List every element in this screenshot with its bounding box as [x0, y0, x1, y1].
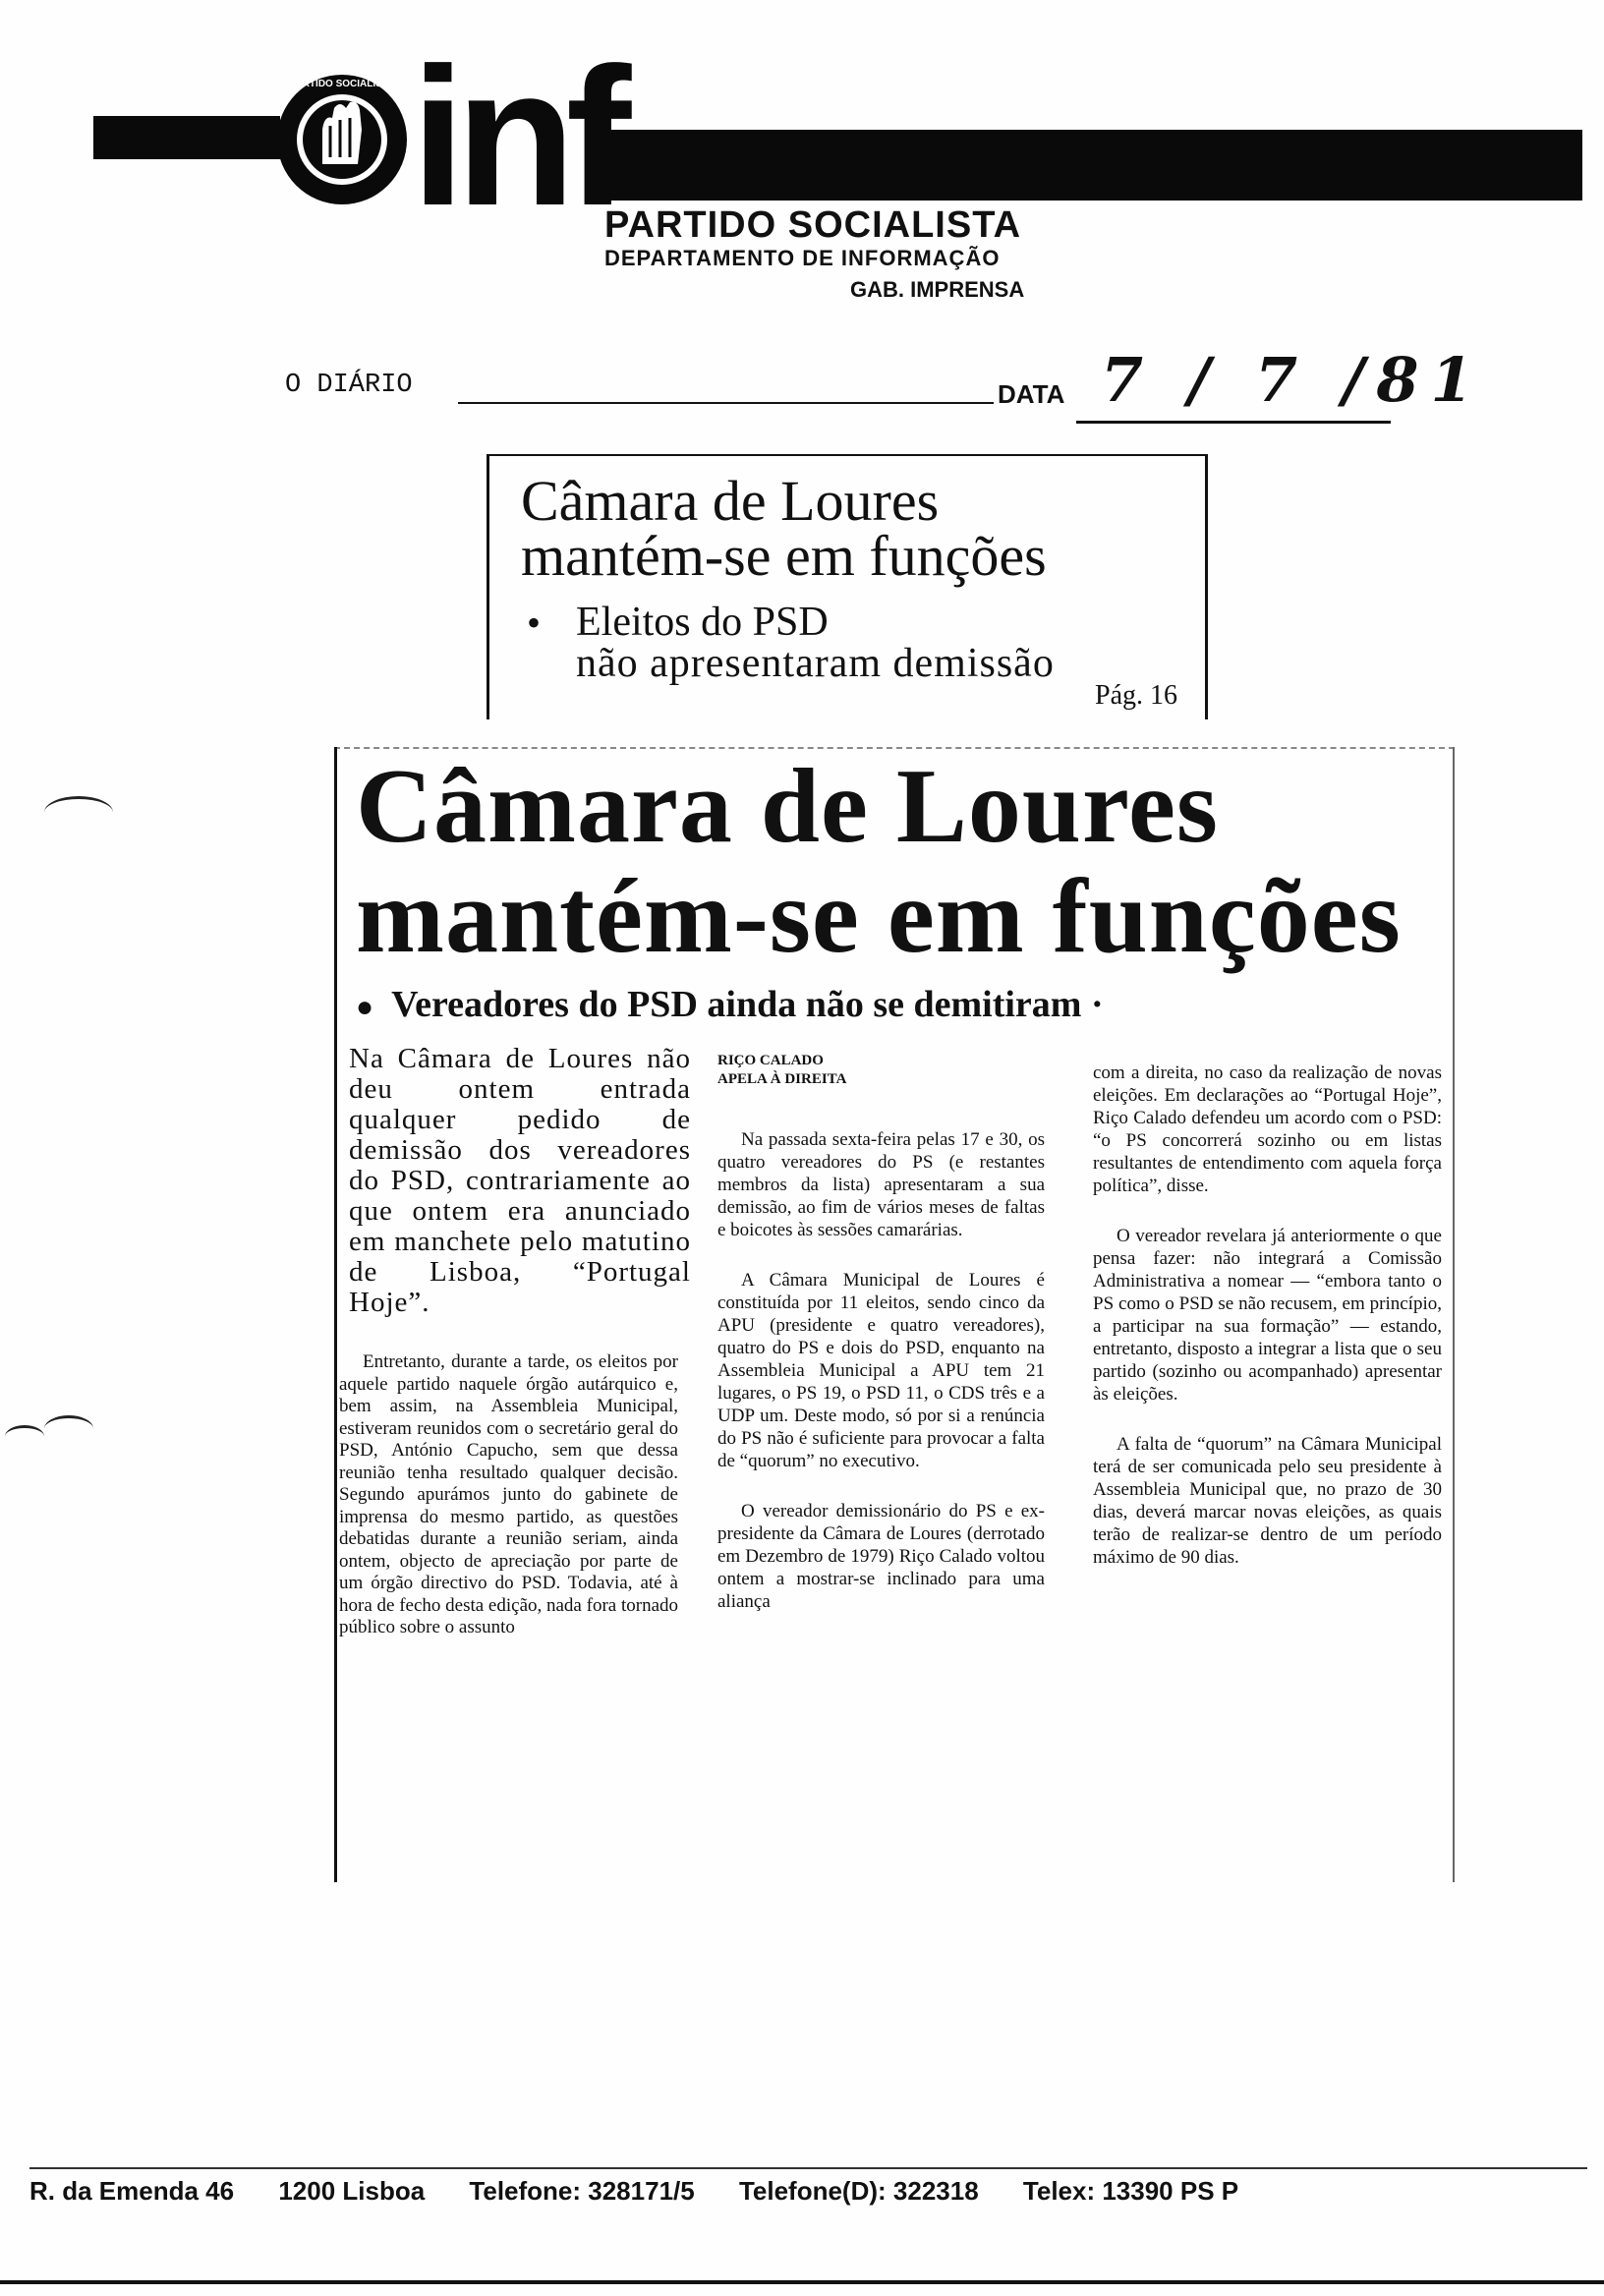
crosshead-line2: APELA À DIREITA	[717, 1071, 847, 1087]
article-headline	[356, 748, 1402, 975]
footer	[29, 2176, 1602, 2207]
footer-telex: Telex: 13390 PS P	[1022, 2176, 1239, 2206]
footer-phone: Telefone: 328171/5	[469, 2176, 695, 2206]
col1-paragraph: Entretanto, durante a tarde, os eleitos por aquele partido naquele órgão autárquico e, bem assim, na Assembleia Municipal, estiveram reunidos com o secretário geral do PSD, António Capucho, sem que dessa reunião tenha resultado qualquer decisão. Segundo apurámos junto do gabinete de imprensa do mesmo partido, as questões debatidas durante a reunião seriam, ainda ontem, objecto de apreciação por parte de um órgão directivo do PSD. Todavia, até à hora de fecho desta edição, nada fora tornado público sobre o assunto	[339, 1351, 678, 1637]
col2-paragraph-1: Na passada sexta-feira pelas 17 e 30, os quatro vereadores do PS (e restantes membros da lista) apresentaram a sua demissão, ao fim de vários meses de faltas e boicotes às sessões camarárias.	[717, 1129, 1045, 1240]
footer-address: R. da Emenda 46	[29, 2176, 235, 2206]
crosshead-line1: RIÇO CALADO	[717, 1053, 824, 1068]
office-name: GAB. IMPRENSA	[850, 277, 1025, 302]
headline-line2: mantém-se em funções	[356, 858, 1402, 975]
date-value: 7 / 7 /81	[1101, 344, 1485, 416]
party-name: PARTIDO SOCIALISTA	[604, 204, 1022, 246]
article-left-rule	[334, 747, 337, 1882]
brand-inf: inf	[411, 28, 622, 247]
party-logo	[273, 71, 411, 208]
col3-paragraph-3: A falta de “quorum” na Câmara Municipal terá de ser comunicada pelo seu presidente à Assembleia Municipal que, no prazo de 30 dias, deverá marcar novas eleições, as quais terão de realizar-se dentro de um período máximo de 90 dias.	[1093, 1434, 1442, 1568]
article-lead: Na Câmara de Loures não deu ontem entrada qualquer pedido de demissão dos vereadores do PSD, contrariamente ao que ontem era anunciado em manchete pelo matutino de Lisboa, “Portugal Hoje”.	[349, 1043, 691, 1318]
stray-mark	[5, 1425, 44, 1448]
col2-paragraph-2: A Câmara Municipal de Loures é constituída por 11 eleitos, sendo cinco da APU (presidente e quatro vereadores), quatro do PS e dois do PSD, enquanto na Assembleia Municipal a APU tem 21 lugares, o PS 19, o PSD 11, o CDS três e a UDP um. Deste modo, só por si a renúncia do PS não é suficiente para provocar a falta de “quorum” no executivo.	[717, 1270, 1045, 1471]
article-right-rule	[1453, 747, 1455, 1882]
teaser-box	[487, 454, 1208, 719]
department-name: DEPARTAMENTO DE INFORMAÇÃO	[604, 246, 1001, 270]
bottom-rule	[0, 2280, 1604, 2284]
stray-mark	[44, 1415, 93, 1442]
teaser-page-ref: Pág. 16	[1095, 680, 1177, 711]
date-underline	[1076, 421, 1391, 424]
stray-mark	[44, 796, 113, 829]
teaser-bullet: •	[527, 601, 542, 645]
teaser-title	[521, 469, 1047, 588]
date-label: DATA	[998, 379, 1065, 409]
col2-paragraph-3: O vereador demissionário do PS e ex-presidente da Câmara de Loures (derrotado em Dezembro de 1979) Riço Calado voltou ontem a mostrar-se inclinado para uma aliança	[717, 1501, 1045, 1612]
subhead-bullet: ●	[356, 991, 374, 1023]
teaser-title-line1: Câmara de Loures	[521, 469, 940, 533]
article-column-1	[339, 1351, 678, 1667]
teaser-title-line2: mantém-se em funções	[521, 524, 1047, 588]
footer-rule	[29, 2167, 1587, 2169]
logo-text: PARTIDO SOCIALISTA	[289, 79, 395, 89]
article-subhead	[356, 983, 1104, 1026]
source-label: O DIÁRIO	[285, 371, 413, 400]
subhead-text: Vereadores do PSD ainda não se demitiram ·	[391, 984, 1104, 1025]
crosshead	[717, 1052, 1045, 1089]
footer-city: 1200 Lisboa	[278, 2176, 426, 2206]
article-column-3	[1093, 1062, 1442, 1596]
teaser-subtitle-line2: não apresentaram demissão	[576, 641, 1055, 686]
article-column-2	[717, 1052, 1045, 1640]
header-band-left	[93, 116, 280, 159]
teaser-subtitle-line1: Eleitos do PSD	[576, 600, 829, 645]
headline-line1: Câmara de Loures	[356, 748, 1219, 865]
source-underline	[458, 402, 994, 404]
footer-phone-d: Telefone(D): 322318	[738, 2176, 979, 2206]
header-band-right	[604, 130, 1582, 201]
col3-paragraph-1: com a direita, no caso da realização de novas eleições. Em declarações ao “Portugal Hoje”, Riço Calado defendeu um acordo com o PSD: “o PS concorrerá sozinho ou em listas resultantes de entendimento com aquela força política”, disse.	[1093, 1062, 1442, 1196]
col3-paragraph-2: O vereador revelara já anteriormente o que pensa fazer: não integrará a Comissão Administrativa a nomear — “embora tanto o PS como o PSD se não recusem, em princípio, a participar na sua formação” — estando, entretanto, disposto a integrar a lista que o seu partido (sozinho ou acompanhado) apresentar às eleições.	[1093, 1226, 1442, 1405]
